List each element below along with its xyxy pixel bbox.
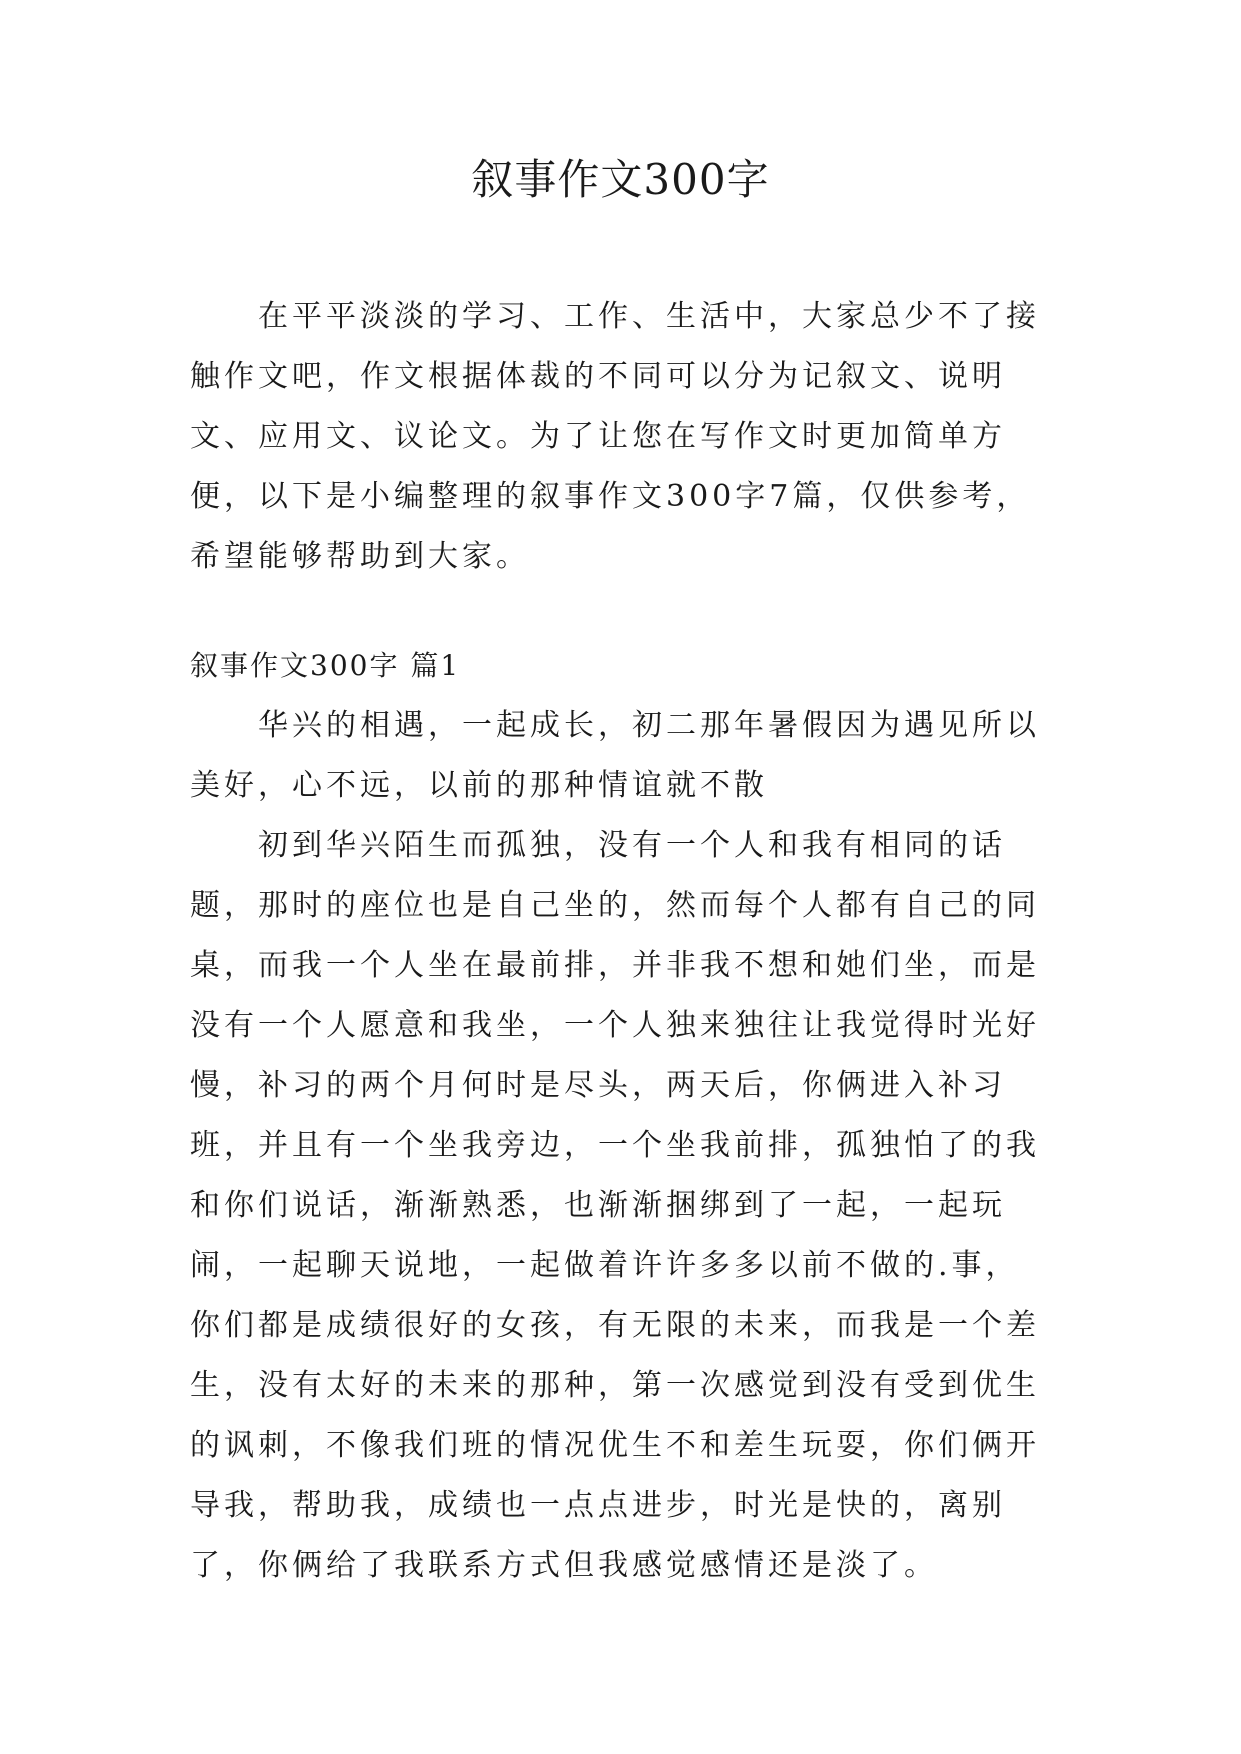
section-heading: 叙事作文300字 篇1 bbox=[190, 649, 461, 682]
intro-paragraph: 在平平淡淡的学习、工作、生活中，大家总少不了接触作文吧，作文根据体裁的不同可以分为记叙文、说明文、应用文、议论文。为了让您在写作文时更加简单方便，以下是小编整理的叙事作文300字7篇，仅供参考，希望能够帮助到大家。 bbox=[190, 299, 1040, 574]
document-title: 叙事作文300字 bbox=[471, 155, 770, 204]
body-paragraph: 初到华兴陌生而孤独，没有一个人和我有相同的话题，那时的座位也是自己坐的，然而每个人都有自己的同桌，而我一个人坐在最前排，并非我不想和她们坐，而是没有一个人愿意和我坐，一个人独来独往让我觉得时光好慢，补习的两个月何时是尽头，两天后，你俩进入补习班，并且有一个坐我旁边，一个坐我前排，孤独怕了的我和你们说话，渐渐熟悉，也渐渐捆绑到了一起，一起玩闹，一起聊天说地，一起做着许许多多以前不做的.事，你们都是成绩很好的女孩，有无限的未来，而我是一个差生，没有太好的未来的那种，第一次感觉到没有受到优生的讽刺，不像我们班的情况优生不和差生玩耍，你们俩开导我，帮助我，成绩也一点点进步，时光是快的，离别了，你俩给了我联系方式但我感觉感情还是淡了。 bbox=[190, 828, 1040, 1583]
body-paragraph: 华兴的相遇，一起成长，初二那年暑假因为遇见所以美好，心不远，以前的那种情谊就不散 bbox=[190, 708, 1040, 803]
